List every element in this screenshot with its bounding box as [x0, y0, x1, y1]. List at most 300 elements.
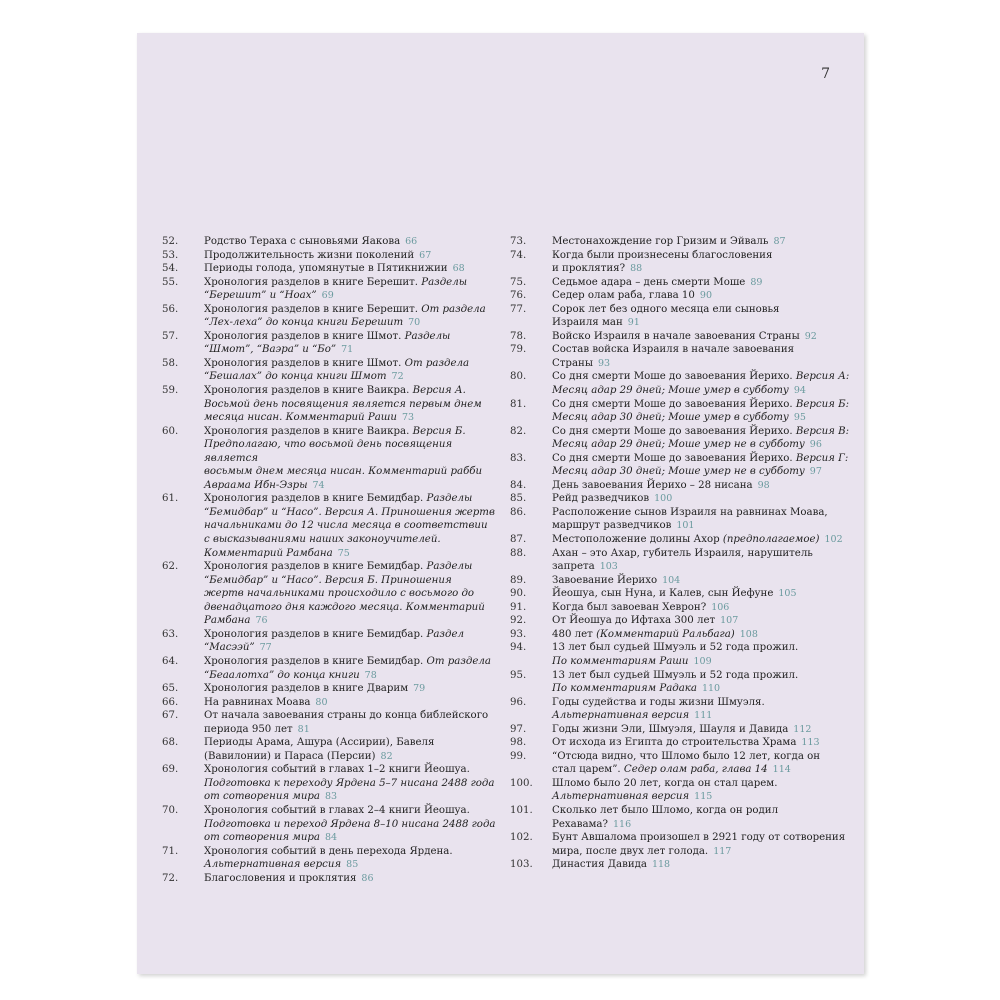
toc-entry-line [552, 628, 855, 642]
toc-entry-text [552, 452, 855, 479]
toc-entry-page-ref: 74 [312, 479, 325, 491]
toc-entry-text [204, 303, 507, 330]
toc-entry-number: 87. [510, 534, 527, 546]
toc-entry-page-ref: 105 [778, 588, 797, 600]
toc-entry-text [204, 492, 507, 560]
toc-entry-line [552, 519, 855, 533]
toc-entry-subtitle: “Беаалотха” до конца книги [204, 669, 360, 681]
toc-entry-line [204, 492, 507, 506]
toc-entry-line [204, 682, 507, 696]
toc-entry-title: стал царем”. [552, 764, 624, 776]
toc-entry-text [552, 587, 855, 601]
page-number: 7 [821, 66, 830, 82]
toc-entry-number: 97. [510, 723, 527, 735]
toc-entry-line [204, 303, 507, 317]
toc-entry-line [552, 763, 855, 777]
toc-entry-line [552, 804, 855, 818]
toc-entry-title: Хронология разделов в книге Шмот. [204, 330, 405, 342]
toc-entry-line [204, 411, 507, 425]
toc-entry-line [204, 736, 507, 750]
toc-entry-title: периода 950 лет [204, 723, 293, 735]
toc-entry-number: 67. [162, 710, 179, 722]
toc-entry-line [552, 845, 855, 859]
toc-entry [510, 547, 855, 574]
toc-entry [510, 249, 855, 276]
toc-entry-page-ref: 118 [651, 859, 671, 871]
toc-entry-number: 68. [162, 737, 179, 749]
toc-entry-title: Седьмое адара – день смерти Моше [552, 276, 746, 288]
toc-entry-number: 65. [162, 683, 179, 695]
toc-entry [510, 696, 855, 723]
toc-entry-number: 75. [510, 276, 527, 288]
toc-entry [162, 628, 507, 655]
toc-entry-subtitle: “Бемидбар” и “Насо”. Версия Б. Приношения [204, 574, 452, 586]
toc-entry-text [552, 669, 855, 696]
toc-entry [162, 696, 507, 710]
toc-entry-subtitle: “Бешалах” до конца книги Шмот [204, 371, 387, 383]
toc-entry-page-ref: 73 [402, 412, 415, 424]
toc-entry-title: Шломо было 20 лет, когда он стал царем. [552, 777, 778, 789]
toc-entry-line [552, 235, 855, 249]
toc-entry [510, 736, 855, 750]
book-page [137, 33, 864, 974]
toc-entry-title: Хронология разделов в книге Дварим [204, 683, 409, 695]
toc-entry-number: 82. [510, 425, 527, 437]
toc-entry-page-ref: 88 [630, 263, 643, 275]
toc-entry-page-ref: 112 [793, 723, 812, 735]
toc-entry-number: 58. [162, 357, 179, 369]
toc-entry-title: Годы жизни Эли, Шмуэля, Шауля и Давида [552, 723, 789, 735]
toc-entry-subtitle: От раздела [404, 357, 470, 369]
toc-entry-title: Хронология событий в главах 1–2 книги Йеошуа. [204, 764, 470, 776]
toc-entry-subtitle: Подготовка и переход Ярдена 8–10 нисана 2488 года [204, 818, 496, 830]
toc-entry-number: 86. [510, 506, 527, 518]
toc-entry-page-ref: 91 [627, 317, 640, 329]
toc-entry [510, 804, 855, 831]
toc-entry-number: 88. [510, 547, 527, 559]
toc-entry-line [552, 790, 855, 804]
toc-entry-number: 81. [510, 398, 527, 410]
toc-entry-line [204, 790, 507, 804]
toc-entry-text [552, 723, 855, 737]
toc-entry-subtitle: Разделы [404, 330, 451, 342]
toc-entry-page-ref: 98 [757, 479, 770, 491]
toc-entry-line [552, 533, 855, 547]
toc-entry-line [204, 533, 507, 547]
toc-entry-line [204, 425, 507, 439]
toc-entry-subtitle: Месяц адар 29 дней; Моше умер в субботу [552, 385, 789, 397]
toc-entry-page-ref: 117 [713, 845, 732, 857]
toc-entry-title: Когда были произнесены благословения [552, 249, 773, 261]
toc-entry-line [552, 492, 855, 506]
toc-entry-title: Завоевание Йерихо [552, 574, 658, 586]
toc-entry-line [552, 465, 855, 479]
toc-entry-line [204, 763, 507, 777]
toc-entry [162, 763, 507, 804]
toc-entry-page-ref: 83 [325, 791, 338, 803]
toc-entry-line [204, 709, 507, 723]
toc-entry-number: 79. [510, 344, 527, 356]
toc-entry-page-ref: 79 [413, 683, 426, 695]
toc-entry-page-ref: 103 [599, 561, 618, 573]
toc-entry-title: От исхода из Египта до строительства Храма [552, 737, 797, 749]
toc-entry-line [204, 438, 507, 465]
toc-entry [162, 357, 507, 384]
toc-entry-line [204, 398, 507, 412]
toc-entry-line [204, 669, 507, 683]
toc-entry-text [204, 330, 507, 357]
toc-entry-text [552, 696, 855, 723]
toc-entry [510, 343, 855, 370]
toc-entry-number: 78. [510, 330, 527, 342]
toc-entry-title: День завоевания Йерихо – 28 нисана [552, 479, 753, 491]
toc-entry-subtitle: Седер олам раба, глава 14 [623, 764, 768, 776]
toc-entry-line [204, 249, 507, 263]
toc-entry-subtitle: Предполагаю, что восьмой день посвящения является [204, 439, 453, 464]
toc-entry-title: Со дня смерти Моше до завоевания Йерихо. [552, 425, 796, 437]
toc-entry-number: 90. [510, 588, 527, 600]
toc-entry-number: 93. [510, 628, 527, 640]
toc-entry-line [552, 682, 855, 696]
toc-entry-text [204, 425, 507, 493]
toc-entry-line [552, 506, 855, 520]
toc-entry-title: Ахан – это Ахар, губитель Израиля, нарушитель [552, 547, 813, 559]
toc-entry-subtitle: Месяц адар 30 дней; Моше умер в субботу [552, 412, 789, 424]
toc-entry-title: Хронология разделов в книге Ваикра. [204, 385, 413, 397]
toc-entry-title: Рехавама? [552, 818, 608, 830]
toc-entry-line [552, 276, 855, 290]
toc-entry-title: Местоположение долины Ахор [552, 534, 723, 546]
toc-entry [162, 235, 507, 249]
toc-entry-number: 62. [162, 561, 179, 573]
toc-entry-line [552, 750, 855, 764]
toc-entry-line [204, 506, 507, 520]
toc-entry-line [552, 614, 855, 628]
toc-entry [162, 682, 507, 696]
toc-entry-subtitle: (Комментарий Ральбага) [596, 628, 735, 640]
toc-entry-number: 54. [162, 263, 179, 275]
toc-entry-line [204, 547, 507, 561]
toc-entry-title: Хронология разделов в книге Берешит. [204, 303, 422, 315]
toc-entry-title: Со дня смерти Моше до завоевания Йерихо. [552, 398, 796, 410]
toc-entry-text [552, 601, 855, 615]
toc-entry-page-ref: 113 [801, 737, 820, 749]
toc-entry-title: Хронология разделов в книге Берешит. [204, 276, 422, 288]
toc-entry-title: Состав войска Израиля в начале завоевания [552, 344, 795, 356]
toc-entry [162, 425, 507, 493]
toc-entry-line [552, 655, 855, 669]
toc-entry-line [204, 845, 507, 859]
toc-entry-line [552, 723, 855, 737]
toc-entry-title: 13 лет был судьей Шмуэль и 52 года прожил. [552, 642, 799, 654]
toc-entry-text [552, 628, 855, 642]
toc-entry-subtitle: двенадцатого дня каждого месяца. Комментарий [204, 601, 485, 613]
toc-entry-page-ref: 66 [405, 236, 418, 247]
toc-entry-page-ref: 86 [361, 872, 374, 884]
toc-entry-subtitle: “Масээй” [204, 642, 255, 654]
toc-entry-line [552, 696, 855, 710]
toc-entry-line [552, 858, 855, 872]
toc-entry-page-ref: 102 [824, 534, 843, 546]
toc-entry-line [204, 858, 507, 872]
toc-entry-line [204, 804, 507, 818]
toc-entry-subtitle: “Бемидбар” и “Насо”. Версия А. Приношения жертв [204, 506, 495, 518]
toc-entry-title: На равнинах Моава [204, 696, 311, 708]
toc-entry-line [552, 818, 855, 832]
toc-entry-line [552, 249, 855, 263]
toc-entry [510, 614, 855, 628]
toc-entry-page-ref: 115 [694, 791, 713, 803]
toc-entry-text [204, 696, 507, 710]
toc-entry-subtitle: По комментариям Раши [552, 655, 689, 667]
toc-entry [510, 750, 855, 777]
toc-entry-number: 92. [510, 615, 527, 627]
toc-entry-line [204, 831, 507, 845]
toc-entry-line [204, 465, 507, 479]
toc-entry-page-ref: 93 [597, 357, 611, 369]
toc-entry-page-ref: 110 [701, 683, 721, 695]
toc-entry-line [552, 452, 855, 466]
toc-entry-line [552, 289, 855, 303]
toc-entry-text [552, 249, 855, 276]
toc-entry-number: 56. [162, 303, 179, 315]
toc-entry-subtitle: “Шмот”, “Ваэра” и “Бо” [204, 344, 337, 356]
toc-entry-text [204, 709, 507, 736]
toc-entry [162, 303, 507, 330]
toc-entry-number: 77. [510, 303, 527, 315]
toc-entry-line [552, 398, 855, 412]
toc-entry-number: 52. [162, 236, 179, 247]
toc-entry-title: Годы судейства и годы жизни Шмуэля. [552, 696, 765, 708]
toc-entry-page-ref: 90 [699, 290, 712, 302]
toc-column-right [510, 235, 855, 872]
toc-entry [510, 276, 855, 290]
toc-entry-title: Рейд разведчиков [552, 493, 650, 505]
toc-entry-title: Страны [552, 357, 593, 369]
toc-entry [510, 479, 855, 493]
toc-entry-line [552, 316, 855, 330]
toc-entry [510, 289, 855, 303]
toc-entry [510, 370, 855, 397]
toc-entry [510, 398, 855, 425]
toc-entry [510, 425, 855, 452]
toc-entry-line [552, 343, 855, 357]
toc-entry [510, 330, 855, 344]
toc-entry [510, 777, 855, 804]
toc-entry-subtitle: Альтернативная версия [552, 791, 690, 803]
toc-entry-text [552, 506, 855, 533]
toc-entry-page-ref: 101 [676, 520, 695, 532]
toc-entry-text [552, 235, 855, 249]
toc-entry-number: 102. [510, 832, 533, 844]
toc-entry-number: 95. [510, 669, 527, 681]
toc-entry-text [552, 858, 855, 872]
toc-entry [510, 641, 855, 668]
toc-entry-page-ref: 97 [809, 466, 822, 478]
toc-entry-line [204, 777, 507, 791]
toc-entry-text [552, 398, 855, 425]
toc-entry-number: 85. [510, 493, 527, 505]
toc-entry [162, 709, 507, 736]
toc-entry-number: 96. [510, 696, 527, 708]
toc-entry-text [552, 303, 855, 330]
toc-entry-subtitle: По комментариям Радака [552, 683, 697, 695]
toc-entry-subtitle: жертв начальниками происходило с восьмого до [204, 588, 475, 600]
toc-entry-page-ref: 69 [321, 290, 334, 302]
toc-entry-page-ref: 94 [793, 385, 806, 397]
toc-entry-text [204, 357, 507, 384]
toc-entry [510, 628, 855, 642]
toc-entry-page-ref: 95 [793, 412, 806, 424]
toc-entry-page-ref: 116 [612, 818, 632, 830]
toc-entry-line [204, 587, 507, 601]
toc-entry-text [552, 289, 855, 303]
toc-entry-number: 98. [510, 737, 527, 749]
toc-entry-line [552, 370, 855, 384]
toc-entry-page-ref: 107 [720, 615, 739, 627]
toc-entry [510, 587, 855, 601]
toc-entry-line [552, 641, 855, 655]
toc-entry-number: 60. [162, 425, 179, 437]
toc-entry [510, 601, 855, 615]
toc-entry-number: 64. [162, 655, 179, 667]
toc-entry-page-ref: 85 [346, 859, 359, 871]
toc-entry-line [204, 818, 507, 832]
toc-entry-line [552, 303, 855, 317]
toc-entry-line [204, 479, 507, 493]
toc-entry [510, 492, 855, 506]
toc-entry-line [204, 641, 507, 655]
toc-entry [162, 872, 507, 886]
toc-entry-title: Периоды голода, упомянутые в Пятикнижии [204, 263, 448, 275]
toc-entry-line [204, 357, 507, 371]
toc-entry-line [204, 560, 507, 574]
toc-entry-number: 61. [162, 493, 179, 505]
toc-entry-subtitle: Комментарий Рамбана [204, 547, 333, 559]
toc-entry-number: 59. [162, 385, 179, 397]
toc-entry [162, 384, 507, 425]
toc-entry-number: 84. [510, 479, 527, 491]
toc-entry-line [552, 777, 855, 791]
toc-entry-number: 99. [510, 750, 527, 762]
toc-entry-line [204, 614, 507, 628]
toc-entry-title: Хронология событий в день перехода Ярдена. [204, 845, 453, 857]
toc-entry-title: Когда был завоеван Хеврон? [552, 601, 707, 613]
toc-entry-subtitle: Версия Б. [412, 425, 466, 437]
toc-entry-subtitle: Версия В: [795, 425, 850, 437]
toc-entry-line [552, 601, 855, 615]
toc-entry-number: 89. [510, 574, 527, 586]
toc-entry-text [204, 235, 507, 249]
toc-entry-text [552, 574, 855, 588]
toc-entry-subtitle: Версия Б: [795, 398, 850, 410]
toc-entry-line [204, 343, 507, 357]
toc-entry-line [204, 316, 507, 330]
toc-entry-number: 91. [510, 601, 527, 613]
toc-entry [510, 235, 855, 249]
toc-entry-line [204, 750, 507, 764]
toc-entry-title: Благословения и проклятия [204, 872, 357, 884]
toc-entry-subtitle: От раздела [426, 655, 491, 667]
toc-entry-text [552, 330, 855, 344]
toc-entry-text [552, 479, 855, 493]
toc-entry-text [552, 804, 855, 831]
toc-entry-title: Хронология разделов в книге Бемидбар. [204, 493, 427, 505]
toc-entry-page-ref: 70 [408, 317, 421, 329]
toc-entry-number: 94. [510, 642, 527, 654]
toc-entry-number: 71. [162, 845, 179, 857]
toc-entry-title: Сорок лет без одного месяца ели сыновья [552, 303, 780, 315]
toc-entry-subtitle: от сотворения мира [204, 791, 321, 803]
toc-entry-text [552, 831, 855, 858]
toc-entry-title: Со дня смерти Моше до завоевания Йерихо. [552, 452, 796, 464]
toc-entry-line [204, 628, 507, 642]
toc-entry-line [204, 601, 507, 615]
toc-entry-text [552, 343, 855, 370]
toc-entry-number: 80. [510, 371, 527, 383]
toc-entry-line [204, 289, 507, 303]
toc-entry-title: (Вавилонии) и Параса (Персии) [204, 750, 376, 762]
toc-entry-number: 66. [162, 696, 179, 708]
toc-entry-page-ref: 109 [693, 655, 712, 667]
toc-entry-line [552, 262, 855, 276]
toc-entry-title: 13 лет был судьей Шмуэль и 52 года прожил. [552, 669, 799, 681]
toc-entry-text [204, 655, 507, 682]
toc-entry-number: 74. [510, 249, 527, 261]
toc-entry [510, 574, 855, 588]
toc-entry-title: запрета [552, 561, 595, 573]
toc-entry-subtitle: Разделы [426, 561, 473, 573]
toc-entry-text [204, 736, 507, 763]
toc-entry-subtitle: Версия А: [795, 371, 850, 383]
toc-entry-page-ref: 67 [419, 249, 432, 261]
toc-entry [162, 560, 507, 628]
toc-entry-subtitle: восьмым днем месяца нисан. Комментарий рабби [204, 466, 483, 478]
toc-entry-number: 70. [162, 804, 179, 816]
toc-entry-text [552, 777, 855, 804]
toc-entry-text [204, 628, 507, 655]
toc-entry-title: Продолжительность жизни поколений [204, 249, 415, 261]
toc-entry-title: От начала завоевания страны до конца библейского [204, 710, 489, 722]
toc-entry-page-ref: 114 [772, 764, 791, 776]
toc-entry-subtitle: Версия А. [412, 385, 466, 397]
toc-entry-line [204, 262, 507, 276]
toc-entry-subtitle: Альтернативная версия [552, 710, 690, 722]
toc-entry-page-ref: 89 [750, 276, 763, 288]
toc-entry-title: Местонахождение гор Гризим и Эйваль [552, 236, 769, 247]
toc-entry-line [552, 547, 855, 561]
toc-entry [162, 804, 507, 845]
toc-entry [162, 249, 507, 263]
toc-entry-subtitle: От раздела [421, 303, 486, 315]
toc-entry-number: 55. [162, 276, 179, 288]
toc-entry-line [552, 574, 855, 588]
toc-entry-title: Хронология разделов в книге Ваикра. [204, 425, 413, 437]
toc-entry-page-ref: 81 [297, 723, 310, 735]
toc-entry-line [552, 479, 855, 493]
toc-entry-number: 69. [162, 764, 179, 776]
toc-entry-line [204, 235, 507, 249]
toc-entry-text [204, 249, 507, 263]
toc-entry-text [552, 614, 855, 628]
toc-entry-page-ref: 78 [364, 669, 377, 681]
toc-entry-line [552, 425, 855, 439]
toc-entry-text [552, 533, 855, 547]
toc-entry-number: 76. [510, 290, 527, 302]
toc-entry [162, 492, 507, 560]
toc-entry-line [552, 587, 855, 601]
toc-entry-number: 83. [510, 452, 527, 464]
